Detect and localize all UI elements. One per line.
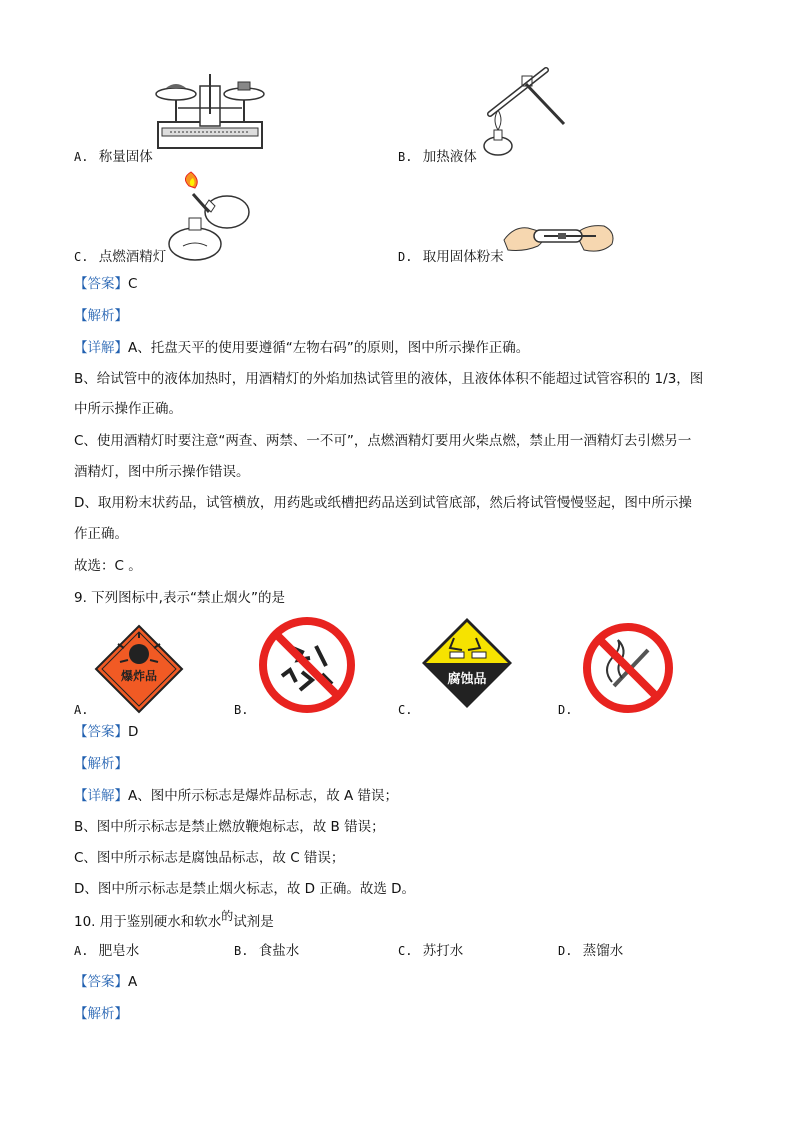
option-letter: C.: [74, 250, 89, 264]
q8-option-d: [398, 247, 504, 267]
option-letter: D.: [558, 944, 573, 958]
corrosive-sign-icon: [420, 616, 514, 710]
stem-end: 试剂是: [233, 914, 274, 930]
q10-option-c: [398, 941, 463, 961]
detail-text: A、托盘天平的使用要遵循“左物右码”的原则，图中所示操作正确。: [128, 340, 530, 356]
sign-text: 腐蚀品: [447, 672, 487, 687]
stem-main: 10. 用于鉴别硬水和软水: [74, 914, 222, 930]
option-text: 取用固体粉末: [422, 249, 504, 265]
explosive-sign-icon: [94, 624, 184, 714]
heating-test-tube-icon: [476, 66, 571, 161]
q8-line-c2: 酒精灯，图中所示操作错误。: [74, 464, 250, 480]
q8-analysis-label: 【解析】: [74, 308, 128, 324]
q10-answer: [74, 972, 137, 992]
answer-label: 【答案】: [74, 724, 128, 740]
q9-analysis-label: 【解析】: [74, 756, 128, 772]
answer-value: C: [128, 276, 138, 292]
q9-detail-line: [74, 786, 398, 806]
detail-label: 【详解】: [74, 340, 128, 356]
q9-stem: 9. 下列图标中,表示“禁止烟火”的是: [74, 590, 285, 606]
answer-value: A: [128, 974, 138, 990]
q8-line-b1: B、给试管中的液体加热时，用酒精灯的外焰加热试管里的液体，且液体体积不能超过试管容积的 1/3，图: [74, 371, 704, 387]
answer-label: 【答案】: [74, 276, 128, 292]
q8-line-b2: 中所示操作正确。: [74, 401, 182, 417]
option-letter: A.: [74, 944, 89, 958]
option-text: 食盐水: [258, 943, 300, 959]
q9-option-b: B.: [234, 703, 249, 717]
q8-detail-line: [74, 338, 529, 358]
q8-answer: [74, 274, 137, 294]
no-firecrackers-sign-icon: [258, 616, 356, 714]
option-letter: C.: [398, 944, 413, 958]
option-letter: B.: [234, 944, 249, 958]
detail-text: A、图中所示标志是爆炸品标志，故 A 错误；: [128, 788, 399, 804]
option-letter: D.: [398, 250, 413, 264]
q9-option-a: A.: [74, 703, 89, 717]
option-text: 苏打水: [422, 943, 464, 959]
q9-answer: [74, 722, 138, 742]
q8-conclusion: 故选：C 。: [74, 558, 142, 574]
q9-option-d: D.: [558, 703, 573, 717]
stem-sup: 的: [221, 909, 234, 923]
q10-stem: [74, 909, 274, 932]
powder-test-tube-icon: [500, 210, 618, 260]
q9-option-c: C.: [398, 703, 413, 717]
q8-line-c1: C、使用酒精灯时要注意“两查、两禁、一不可”，点燃酒精灯要用火柴点燃，禁止用一酒精灯去引燃另一: [74, 433, 692, 449]
sign-text: 爆炸品: [120, 669, 158, 683]
q10-option-a: [74, 941, 139, 961]
option-text: 加热液体: [422, 149, 477, 165]
q8-line-d2: 作正确。: [74, 526, 128, 542]
q10-option-b: [234, 941, 299, 961]
option-letter: A.: [74, 150, 89, 164]
q8-line-d1: D、取用粉末状药品，试管横放，用药匙或纸槽把药品送到试管底部，然后将试管慢慢竖起，图中所示操: [74, 495, 692, 511]
detail-label: 【详解】: [74, 788, 128, 804]
option-letter: B.: [398, 150, 413, 164]
option-text: 点燃酒精灯: [98, 249, 167, 265]
q9-line-c: C、图中所示标志是腐蚀品标志，故 C 错误；: [74, 850, 345, 866]
q9-line-d: D、图中所示标志是禁止烟火标志，故 D 正确。故选 D。: [74, 881, 416, 897]
answer-value: D: [128, 724, 139, 740]
balance-scale-icon: [150, 74, 270, 154]
q8-option-b: [398, 147, 477, 167]
no-smoking-fire-sign-icon: [582, 622, 674, 714]
q10-option-d: [558, 941, 623, 961]
q10-analysis-label: 【解析】: [74, 1006, 128, 1022]
q8-option-a: [74, 147, 153, 167]
q9-line-b: B、图中所示标志是禁止燃放鞭炮标志，故 B 错误；: [74, 819, 385, 835]
option-text: 肥皂水: [98, 943, 140, 959]
option-text: 称量固体: [98, 149, 153, 165]
alcohol-lamp-ignition-icon: [165, 172, 260, 264]
answer-label: 【答案】: [74, 974, 128, 990]
q8-option-c: [74, 247, 166, 267]
option-text: 蒸馏水: [582, 943, 624, 959]
